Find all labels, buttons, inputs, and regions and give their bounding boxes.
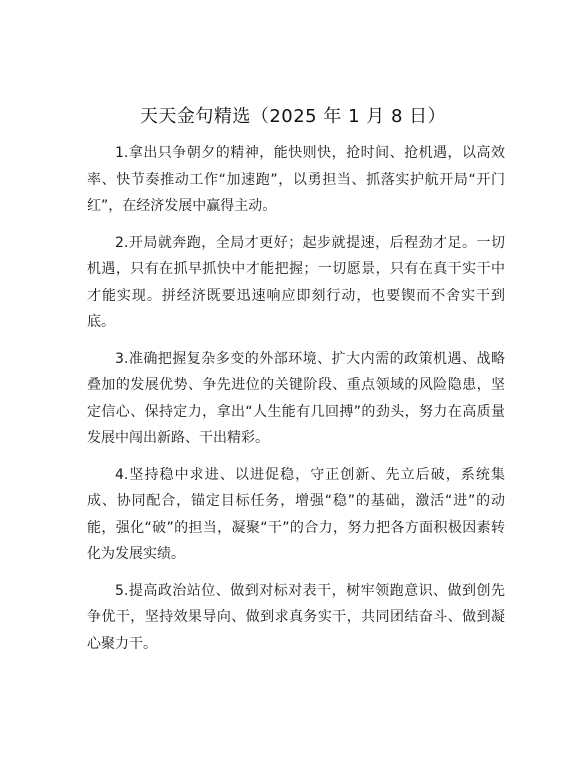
paragraph-2: 2.开局就奔跑，全局才更好；起步就提速，后程劲才足。一切机遇，只有在抓早抓快中才能把握；一切愿景，只有在真干实干中才能实现。拼经济既要迅速响应即刻行动，也要锲而不舍实干到底。	[87, 234, 505, 330]
paragraph-3: 3.准确把握复杂多变的外部环境、扩大内需的政策机遇、战略叠加的发展优势、争先进位的关键阶段、重点领域的风险隐患，坚定信心、保持定力，拿出“人生能有几回搏”的劲头，努力在高质量发展中闯出新路、干出精彩。	[87, 350, 505, 446]
document-title: 天天金句精选（2025 年 1 月 8 日）	[139, 106, 447, 127]
paragraph-4: 4.坚持稳中求进、以进促稳，守正创新、先立后破，系统集成、协同配合，锚定目标任务，增强“稳”的基础，激活“进”的动能，强化“破”的担当，凝聚“干”的合力，努力把各方面积极因素转化为发展实绩。	[87, 466, 505, 562]
document-body	[87, 140, 505, 667]
paragraph-1: 1.拿出只争朝夕的精神，能快则快，抢时间、抢机遇，以高效率、快节奏推动工作“加速跑”，以勇担当、抓落实护航开局“开门红”，在经济发展中赢得主动。	[87, 145, 505, 214]
paragraph-5: 5.提高政治站位、做到对标对表干，树牢领跑意识、做到创先争优干，坚持效果导向、做到求真务实干，共同团结奋斗、做到凝心聚力干。	[87, 582, 505, 652]
